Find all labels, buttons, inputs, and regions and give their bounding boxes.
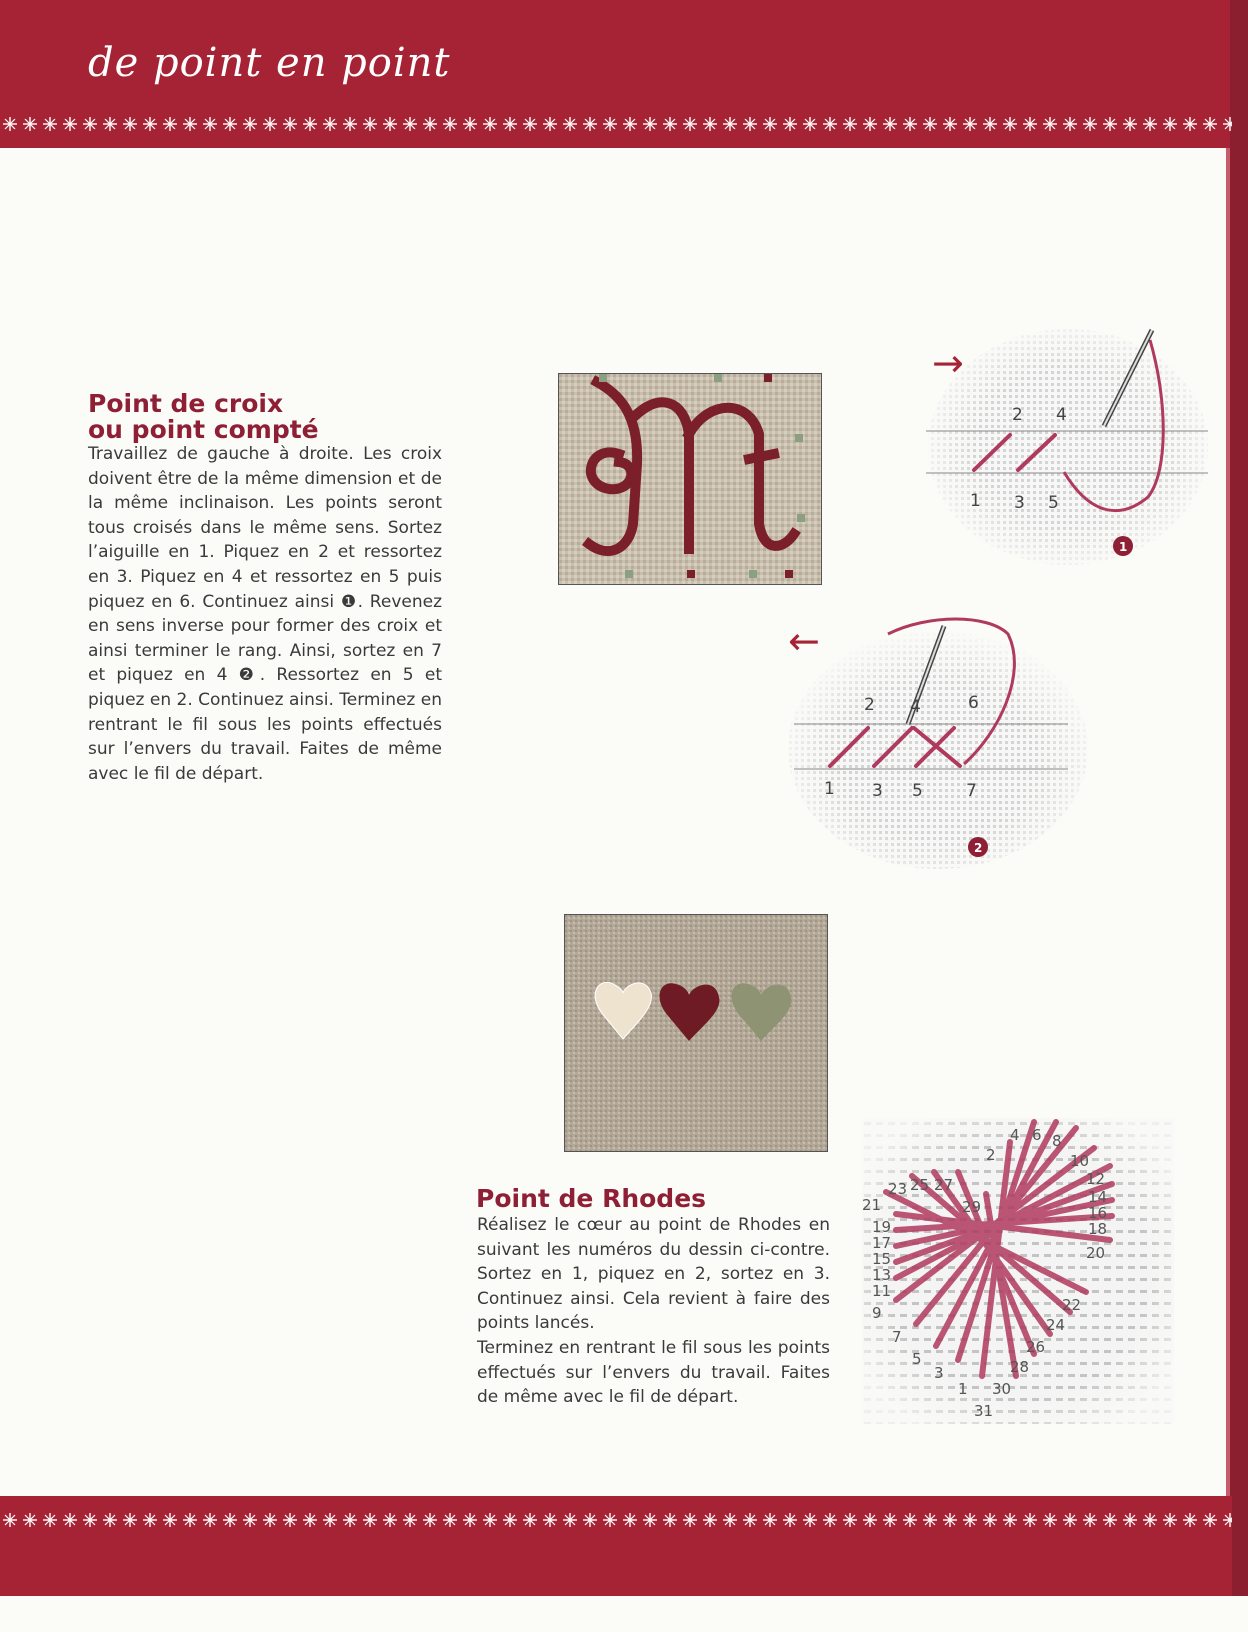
paragraph-2: Terminez en rentrant le fil sous les points effectués sur l’envers du travail. Faites de même avec le fil de départ. xyxy=(477,1337,830,1408)
rhodes-label-28: 28 xyxy=(1010,1358,1030,1376)
rhodes-label-3: 3 xyxy=(934,1364,944,1382)
rhodes-label-21: 21 xyxy=(862,1196,882,1214)
rhodes-label-20: 20 xyxy=(1086,1244,1106,1262)
label-2: 2 xyxy=(1012,405,1023,425)
title-line-2: ou point compté xyxy=(88,415,319,444)
diagram-2-svg xyxy=(788,614,1088,874)
label-1: 1 xyxy=(970,491,981,511)
rhodes-diagram-svg xyxy=(862,1118,1174,1424)
rhodes-label-27: 27 xyxy=(934,1176,954,1194)
star-border-pattern xyxy=(0,1512,1232,1528)
rhodes-label-29: 29 xyxy=(962,1198,982,1216)
rhodes-label-1: 1 xyxy=(958,1380,968,1398)
rhodes-label-22: 22 xyxy=(1062,1296,1082,1314)
rhodes-label-24: 24 xyxy=(1046,1316,1066,1334)
rhodes-label-4: 4 xyxy=(1010,1126,1020,1144)
rhodes-label-25: 25 xyxy=(910,1176,930,1194)
rhodes-label-7: 7 xyxy=(892,1328,902,1346)
page-edge xyxy=(1230,0,1248,1632)
rhodes-label-26: 26 xyxy=(1026,1338,1046,1356)
diagram-1-svg xyxy=(918,322,1218,572)
title-line-1: Point de croix xyxy=(88,389,284,418)
page-bottom-margin xyxy=(0,1596,1248,1632)
rhodes-label-14: 14 xyxy=(1088,1188,1108,1206)
rhodes-label-23: 23 xyxy=(888,1180,908,1198)
rhodes-label-30: 30 xyxy=(992,1380,1012,1398)
page-header-title: de point en point xyxy=(88,40,451,86)
page-edge-highlight xyxy=(1226,0,1230,1632)
label-6: 6 xyxy=(968,693,979,713)
label-1: 1 xyxy=(824,779,835,799)
label-3: 3 xyxy=(1014,493,1025,513)
cross-stitch-diagram-1 xyxy=(918,322,1218,572)
rhodes-instructions xyxy=(477,1213,830,1410)
cross-stitch-photo xyxy=(558,373,822,585)
rhodes-label-8: 8 xyxy=(1052,1132,1062,1150)
label-3: 3 xyxy=(872,781,883,801)
rhodes-label-9: 9 xyxy=(872,1304,882,1322)
rhodes-stitch-diagram xyxy=(862,1118,1174,1424)
embroidered-letter-m-image xyxy=(559,374,821,584)
arrow-right-icon: → xyxy=(932,341,964,385)
label-2: 2 xyxy=(864,695,875,715)
header-banner xyxy=(0,0,1230,148)
rhodes-label-5: 5 xyxy=(912,1350,922,1368)
rhodes-label-17: 17 xyxy=(872,1234,892,1252)
header-decorative-border xyxy=(0,116,1232,132)
star-border-pattern xyxy=(0,116,1232,132)
section-title-rhodes: Point de Rhodes xyxy=(476,1184,707,1213)
rhodes-label-6: 6 xyxy=(1032,1126,1042,1144)
arrow-left-icon: ← xyxy=(788,619,820,663)
embroidered-hearts-image xyxy=(565,915,827,1151)
label-4: 4 xyxy=(1056,405,1067,425)
rhodes-label-16: 16 xyxy=(1088,1204,1108,1222)
rhodes-hearts-photo xyxy=(564,914,828,1152)
section-title-cross-stitch xyxy=(88,391,319,443)
rhodes-label-15: 15 xyxy=(872,1250,892,1268)
label-5: 5 xyxy=(1048,493,1059,513)
rhodes-label-13: 13 xyxy=(872,1266,892,1284)
label-5: 5 xyxy=(912,781,923,801)
label-7: 7 xyxy=(966,781,977,801)
rhodes-label-2: 2 xyxy=(986,1146,996,1164)
rhodes-label-18: 18 xyxy=(1088,1220,1108,1238)
cross-stitch-instructions xyxy=(88,442,442,786)
footer-decorative-border xyxy=(0,1512,1232,1528)
rhodes-label-12: 12 xyxy=(1086,1170,1106,1188)
label-4: 4 xyxy=(910,697,921,717)
paragraph-1: Réalisez le cœur au point de Rhodes en suivant les numéros du dessin ci-contre. Sortez en 1, piquez en 2, sortez en 3. Continuez ainsi. Cela revient à faire des points lancés. xyxy=(477,1215,830,1334)
step-marker-1-label: 1 xyxy=(1119,540,1128,554)
rhodes-label-31: 31 xyxy=(974,1402,994,1420)
rhodes-label-10: 10 xyxy=(1070,1152,1090,1170)
cross-stitch-diagram-2 xyxy=(788,614,1088,874)
rhodes-label-11: 11 xyxy=(872,1282,892,1300)
step-marker-2-label: 2 xyxy=(974,841,983,855)
paragraph: Travaillez de gauche à droite. Les croix doivent être de la même dimension et de la même inclinaison. Les points seront tous croisés dans le même sens. Sortez l’aiguille en 1. Piquez en 2 et ressortez en 3. Piquez en 4 et ressortez en 5 puis piquez en 6. Continuez ainsi ❶. Revenez en sens inverse pour former des croix et ainsi terminer le rang. Ainsi, sortez en 7 et piquez en 4 ❷. Ressortez en 5 et piquez en 2. Continuez ainsi. Terminez en rentrant le fil sous les points effectués sur l’envers du travail. Faites de même avec le fil de départ. xyxy=(88,444,442,784)
rhodes-label-19: 19 xyxy=(872,1218,892,1236)
